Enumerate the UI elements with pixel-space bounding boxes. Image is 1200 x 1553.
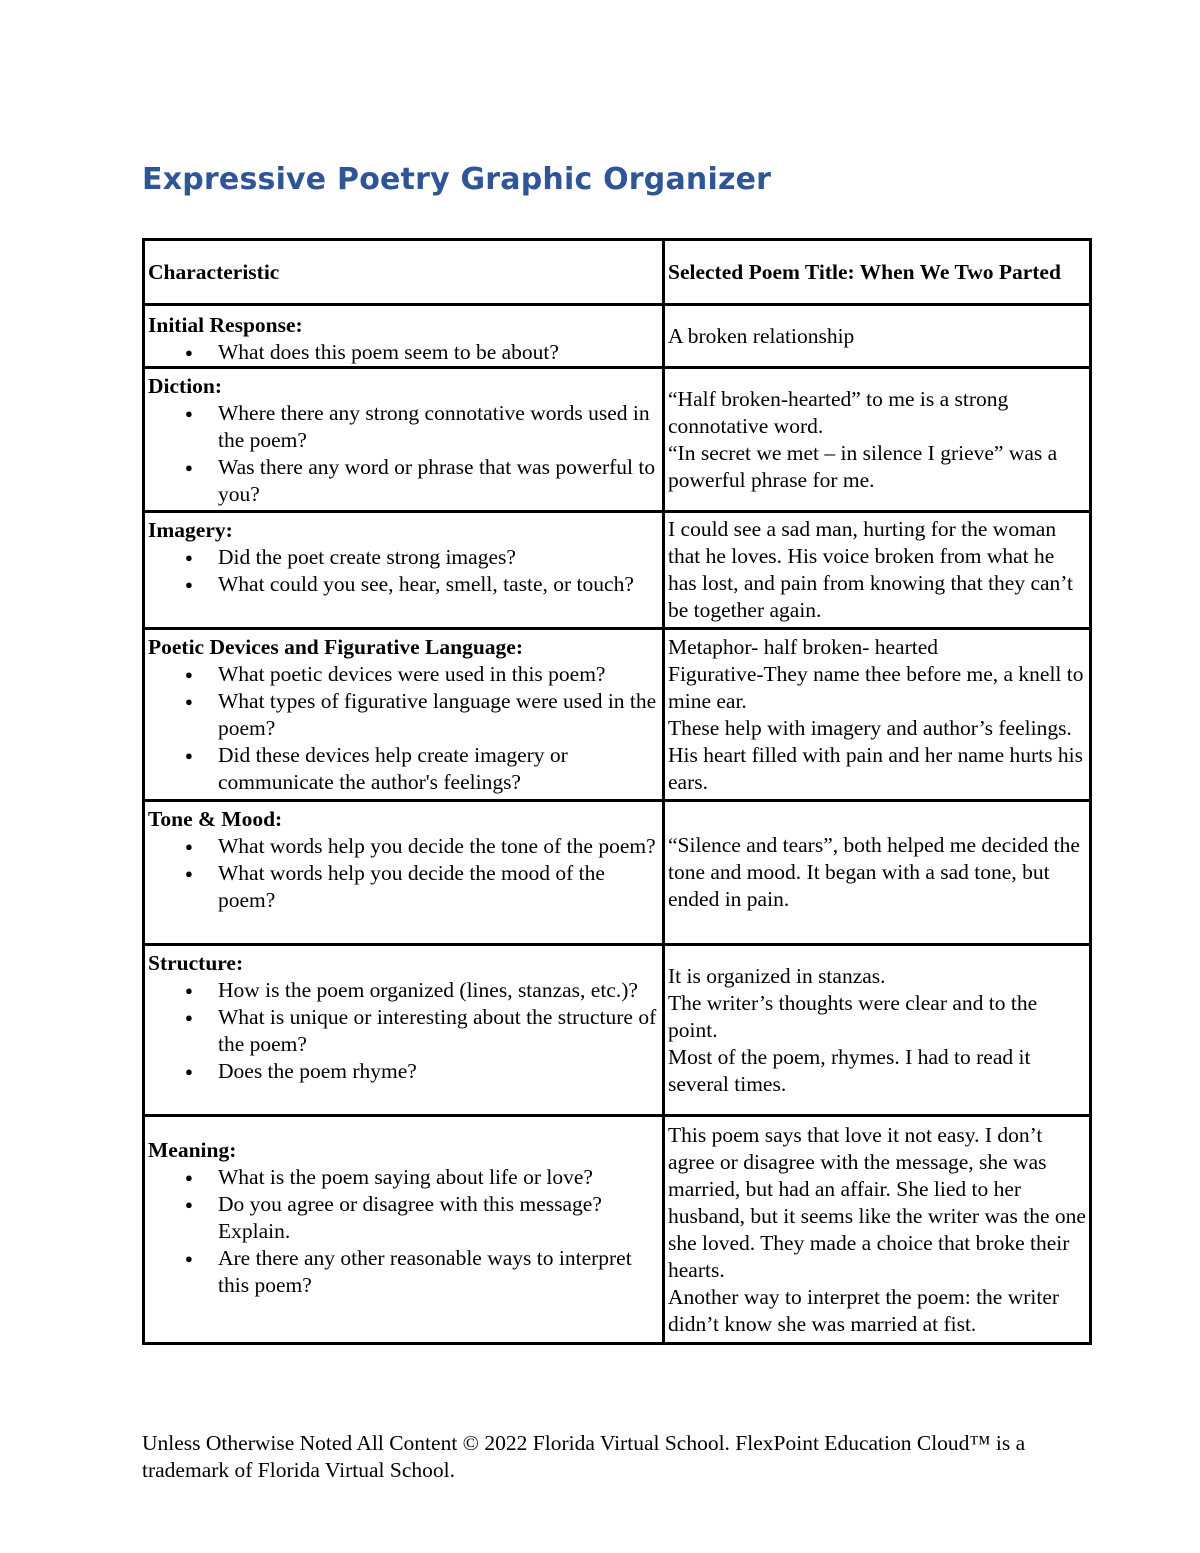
question-item: ● How is the poem organized (lines, stanzas, etc.)? [218,977,659,1004]
answer-text: I could see a sad man, hurting for the woman that he loves. His voice broken from what he has lost, and pain from knowing that they can’t be together again. [668,517,1074,622]
characteristic-label: Structure: [148,951,244,975]
table-row [144,1116,1091,1344]
question-list [148,977,659,1085]
answer-cell [664,801,1091,945]
question-item: ● What is the poem saying about life or love? [218,1164,659,1191]
answer-cell [664,1116,1091,1344]
characteristic-label: Poetic Devices and Figurative Language: [148,635,524,659]
characteristic-cell [144,629,664,801]
table-row [144,801,1091,945]
question-item: ● What types of figurative language were used in the poem? [218,688,659,742]
question-item: ● What could you see, hear, smell, taste, or touch? [218,571,659,598]
answer-text: “Silence and tears”, both helped me decided the tone and mood. It began with a sad tone, but ended in pain. [668,833,1080,911]
answer-cell [664,629,1091,801]
answer-text: These help with imagery and author’s feelings. His heart filled with pain and her name hurts his ears. [668,715,1083,794]
characteristic-label: Diction: [148,374,223,398]
question-item: ● Did these devices help create imagery or communicate the author's feelings? [218,742,659,796]
question-item: ● What words help you decide the mood of the poem? [218,860,659,914]
answer-text: Metaphor- half broken- hearted [668,634,938,659]
answer-text: “Half broken-hearted” to me is a strong connotative word. [668,386,1009,438]
question-item: ● Are there any other reasonable ways to interpret this poem? [218,1245,659,1299]
table-row [144,305,1091,368]
answer-text: Another way to interpret the poem: the writer didn’t know she was married at fist. [668,1284,1060,1336]
characteristic-label: Meaning: [148,1138,237,1162]
question-list [148,1164,659,1299]
table-row [144,945,1091,1116]
answer-cell [664,368,1091,512]
graphic-organizer-table [142,238,1092,1345]
characteristic-label: Initial Response: [148,313,303,337]
question-list [148,661,659,796]
table-row [144,512,1091,629]
answer-cell [664,512,1091,629]
question-item: ● Where there any strong connotative words used in the poem? [218,400,659,454]
question-list [148,544,659,598]
answer-cell [664,945,1091,1116]
table-body [144,240,1091,1344]
answer-text: It is organized in stanzas. [668,963,886,988]
characteristic-cell [144,512,664,629]
question-list [148,400,659,508]
characteristic-cell [144,945,664,1116]
question-list [148,339,659,366]
question-item: ● Do you agree or disagree with this message? Explain. [218,1191,659,1245]
table-row [144,368,1091,512]
answer-text: The writer’s thoughts were clear and to the point. [668,990,1038,1042]
question-item: ● Was there any word or phrase that was powerful to you? [218,454,659,508]
answer-text: “In secret we met – in silence I grieve” was a powerful phrase for me. [668,440,1058,492]
question-item: ● Does the poem rhyme? [218,1058,659,1085]
characteristic-cell [144,368,664,512]
question-item: ● Did the poet create strong images? [218,544,659,571]
question-item: ● What does this poem seem to be about? [218,339,659,366]
copyright-footer: Unless Otherwise Noted All Content © 2022 Florida Virtual School. FlexPoint Education Cloud™ is a trademark of Florida Virtual School. [142,1431,1026,1482]
characteristic-cell [144,1116,664,1344]
answer-cell [664,305,1091,368]
header-characteristic: Characteristic [144,240,664,305]
page-title: Expressive Poetry Graphic Organizer [142,162,772,197]
answer-text: A broken relationship [668,323,855,348]
answer-text: This poem says that love it not easy. I don’t agree or disagree with the message, she was married, but had an affair. She lied to her husband, but it seems like the writer was the one she loved. They made a choice that broke their hearts. [668,1122,1086,1282]
header-selected-poem-title: Selected Poem Title: When We Two Parted [664,240,1091,305]
answer-text: Figurative-They name thee before me, a knell to mine ear. [668,661,1084,713]
question-item: ● What poetic devices were used in this poem? [218,661,659,688]
table-row [144,629,1091,801]
question-item: ● What is unique or interesting about the structure of the poem? [218,1004,659,1058]
table-header-row [144,240,1091,305]
question-list [148,833,659,914]
characteristic-cell [144,801,664,945]
question-item: ● What words help you decide the tone of the poem? [218,833,659,860]
characteristic-label: Tone & Mood: [148,807,283,831]
characteristic-cell [144,305,664,368]
characteristic-label: Imagery: [148,518,233,542]
answer-text: Most of the poem, rhymes. I had to read it several times. [668,1044,1031,1096]
